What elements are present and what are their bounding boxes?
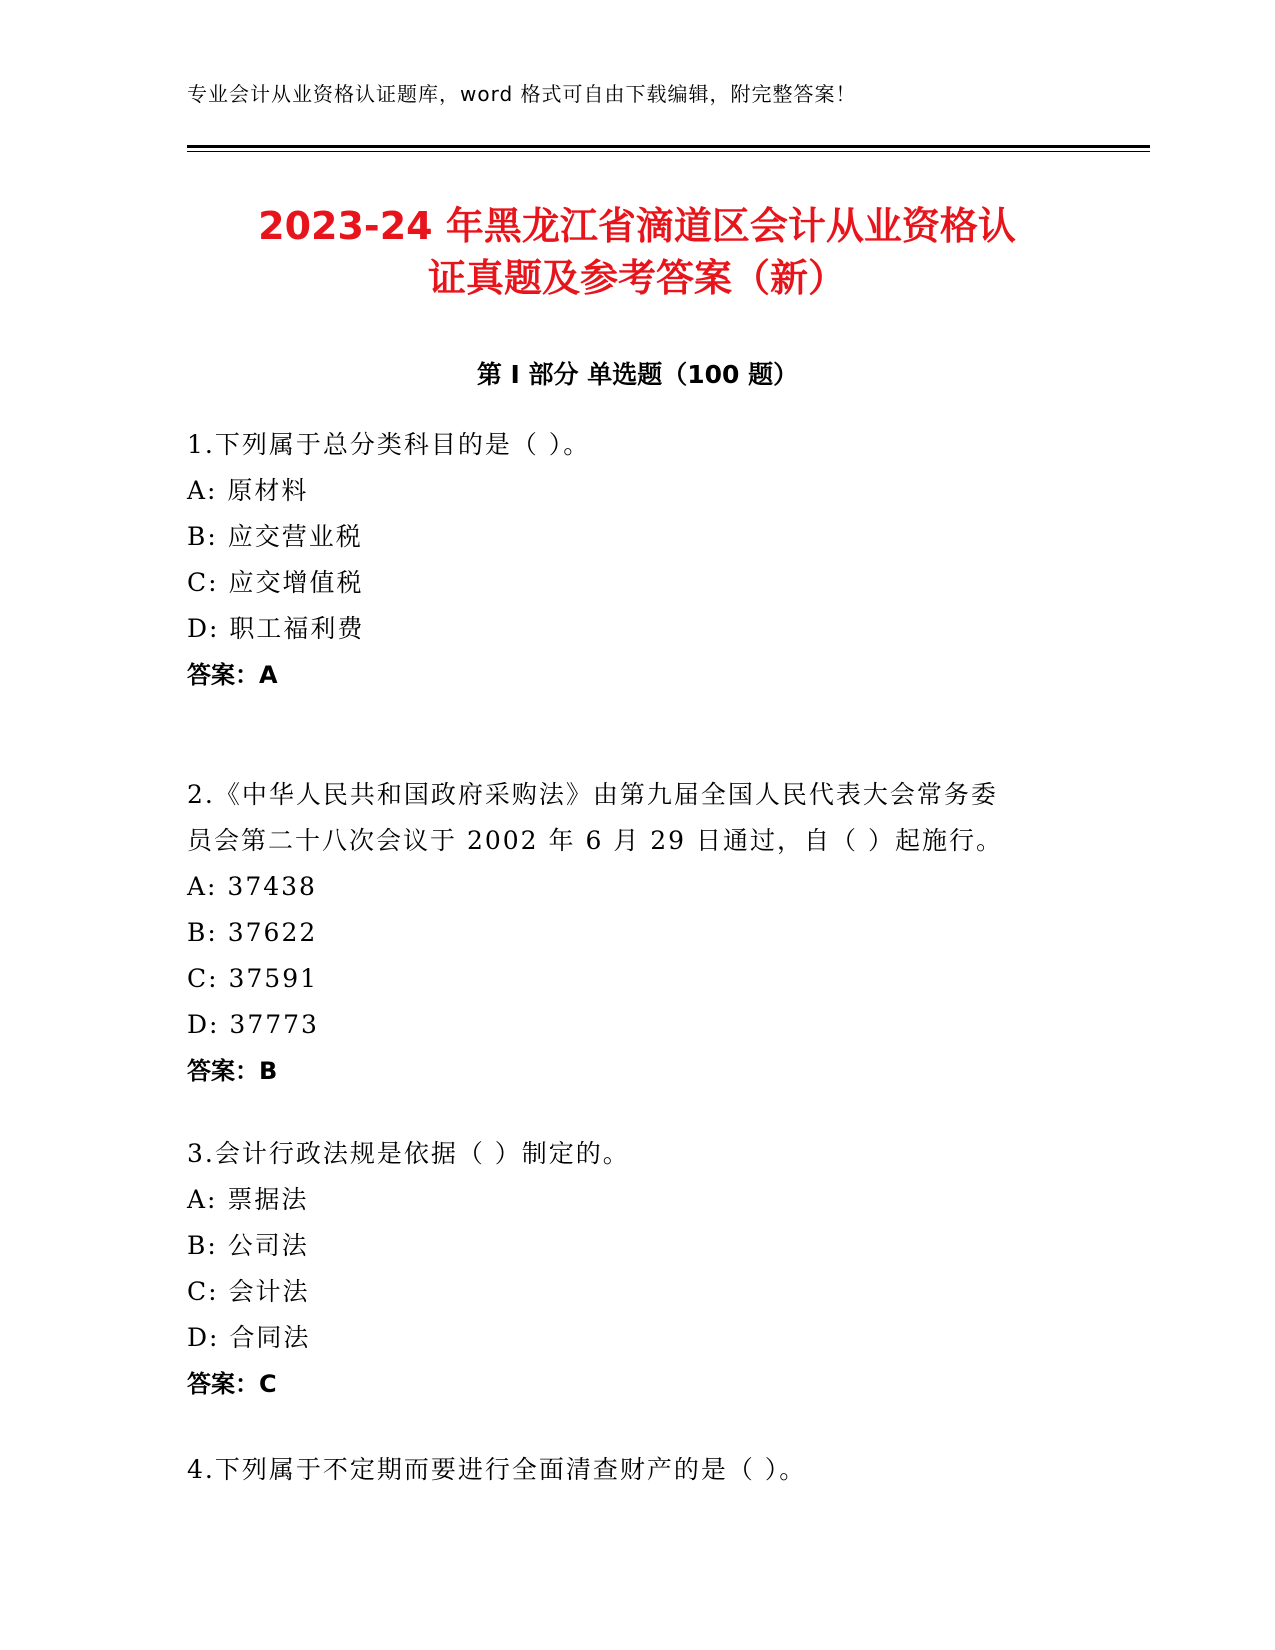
answer: 答案：A — [187, 661, 278, 689]
question-4 — [187, 1447, 1067, 1493]
question-stem-continued: 员会第二十八次会议于 2002 年 6 月 29 日通过，自（ ）起施行。 — [187, 826, 1003, 855]
question-stem: 3.会计行政法规是依据（ ）制定的。 — [187, 1139, 630, 1168]
option-d: D: 职工福利费 — [187, 614, 365, 643]
option-c: C: 会计法 — [187, 1277, 310, 1306]
header-rule-thin — [187, 151, 1150, 152]
answer: 答案：C — [187, 1370, 277, 1398]
option-b: B: 应交营业税 — [187, 522, 363, 551]
option-a: A: 票据法 — [187, 1185, 309, 1214]
option-a: A: 37438 — [187, 872, 317, 901]
document-title-line-1: 2023-24 年黑龙江省滴道区会计从业资格认 — [258, 204, 1016, 248]
option-d: D: 合同法 — [187, 1323, 311, 1352]
question-stem: 1.下列属于总分类科目的是（ ）。 — [187, 430, 591, 459]
option-b: B: 公司法 — [187, 1231, 309, 1260]
question-3 — [187, 1131, 1067, 1407]
option-c: C: 37591 — [187, 964, 319, 993]
document-title-line-2: 证真题及参考答案（新） — [427, 256, 846, 300]
option-b: B: 37622 — [187, 918, 318, 947]
question-1 — [187, 422, 1067, 698]
option-d: D: 37773 — [187, 1010, 319, 1039]
header-note: 专业会计从业资格认证题库，word 格式可自由下载编辑，附完整答案！ — [187, 82, 857, 106]
section-title: 第 I 部分 单选题（100 题） — [476, 360, 799, 389]
question-stem: 2.《中华人民共和国政府采购法》由第九届全国人民代表大会常务委 — [187, 780, 998, 809]
option-a: A: 原材料 — [187, 476, 309, 505]
question-2 — [187, 772, 1067, 1094]
option-c: C: 应交增值税 — [187, 568, 364, 597]
document-title — [187, 200, 1087, 304]
answer: 答案：B — [187, 1057, 278, 1085]
header-rule-thick — [187, 145, 1150, 148]
question-stem: 4.下列属于不定期而要进行全面清查财产的是（ ）。 — [187, 1455, 807, 1484]
